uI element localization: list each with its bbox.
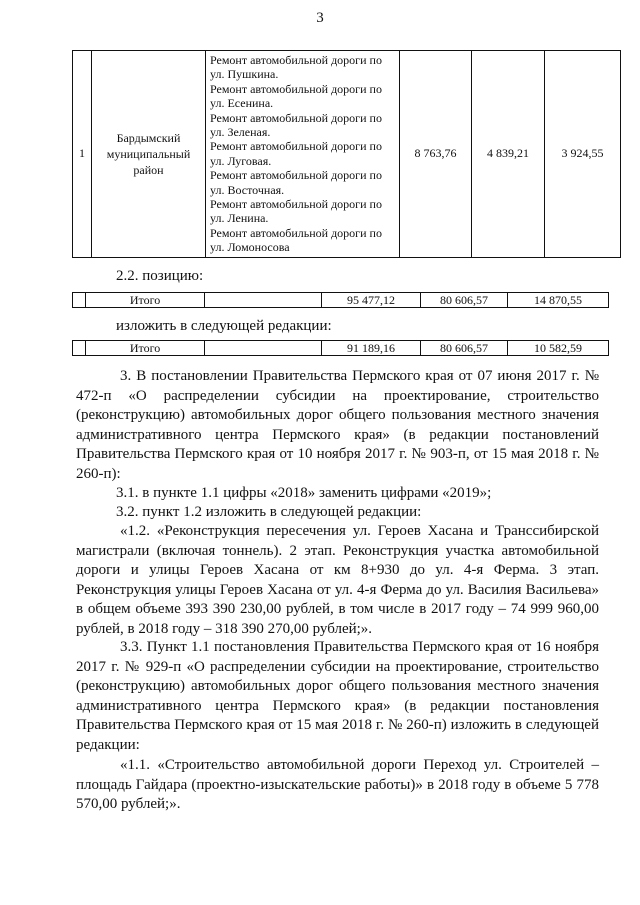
works-list: [206, 51, 400, 258]
work-item: Ремонт автомобильной дороги по ул. Ленина.: [210, 197, 382, 226]
work-item: Ремонт автомобильной дороги по ул. Есенина.: [210, 81, 382, 111]
work-item: Ремонт автомобильной дороги по ул. Ломоносова: [210, 225, 382, 255]
itogo-v1: 80 606,57: [421, 293, 508, 308]
paragraph-3-2: 3.2. пункт 1.2 изложить в следующей редакции:: [116, 504, 422, 520]
quote-1-2: «1.2. «Реконструкция пересечения ул. Героев Хасана и Транссибирской магистрали (включая тоннель). 2 этап. Реконструкция участка автомобильной дороги и улицы Героев Хасана от км 8+930 до ул. 4-я Ферма. 3 этап. Реконструкция улицы Героев Хасана от ул. 4-я Ферма до ул. Василия Васильева» в общем объеме 393 390 230,00 рублей, в том числе в 2017 году – 74 999 960,00 рублей, в 2018 году – 318 390 270,00 рублей;».: [76, 523, 599, 637]
paragraph-3-3: 3.3. Пункт 1.1 постановления Правительства Пермского края от 16 ноября 2017 г. № 929-п «О распределении субсидии на проектирование, строительство (реконструкцию) автомобильных дорог общего пользования местного значения административного центра Пермского края» (в редакции постановления Правительства Пермского края от 15 мая 2018 г. № 260-п) изложить в следующей редакции:: [76, 639, 599, 753]
itogo-v2: 10 582,59: [508, 341, 609, 356]
item-2-2: 2.2. позицию:: [116, 268, 204, 284]
table-row: [73, 341, 609, 356]
district-name: Бардымский муниципальный район: [92, 51, 206, 258]
work-item: Ремонт автомобильной дороги по ул. Пушкина.: [210, 53, 382, 82]
works-table: [72, 50, 621, 258]
row-number: 1: [73, 51, 92, 258]
new-edition-label: изложить в следующей редакции:: [116, 318, 332, 334]
page-number: 3: [316, 10, 324, 26]
quote-1-1: «1.1. «Строительство автомобильной дороги Переход ул. Строителей – площадь Гайдара (проектно-изыскательские работы)» в 2018 году в объеме 5 778 570,00 рублей;».: [76, 757, 599, 812]
itogo-new-table: [72, 340, 609, 356]
itogo-label: Итого: [86, 341, 205, 356]
work-item: Ремонт автомобильной дороги по ул. Восточная.: [210, 168, 382, 197]
itogo-v1: 80 606,57: [421, 341, 508, 356]
itogo-v2: 14 870,55: [508, 293, 609, 308]
work-item: Ремонт автомобильной дороги по ул. Зеленая.: [210, 110, 382, 140]
total-value: 8 763,76: [400, 51, 472, 258]
table-row: [73, 51, 621, 258]
itogo-label: Итого: [86, 293, 205, 308]
itogo-old-table: [72, 292, 609, 308]
work-item: Ремонт автомобильной дороги по ул. Луговая.: [210, 139, 382, 168]
paragraph-3: 3. В постановлении Правительства Пермского края от 07 июня 2017 г. № 472-п «О распределении субсидии на проектирование, строительство (реконструкцию) автомобильных дорог общего пользования местного значения административного центра Пермского края» (в редакции постановлений Правительства Пермского края от 10 ноября 2017 г. № 903-п, от 15 мая 2018 г. № 260-п):: [76, 368, 599, 482]
itogo-total: 91 189,16: [322, 341, 421, 356]
itogo-total: 95 477,12: [322, 293, 421, 308]
value-2: 3 924,55: [545, 51, 621, 258]
table-row: [73, 293, 609, 308]
paragraph-3-1: 3.1. в пункте 1.1 цифры «2018» заменить цифрами «2019»;: [116, 485, 492, 501]
value-1: 4 839,21: [472, 51, 545, 258]
